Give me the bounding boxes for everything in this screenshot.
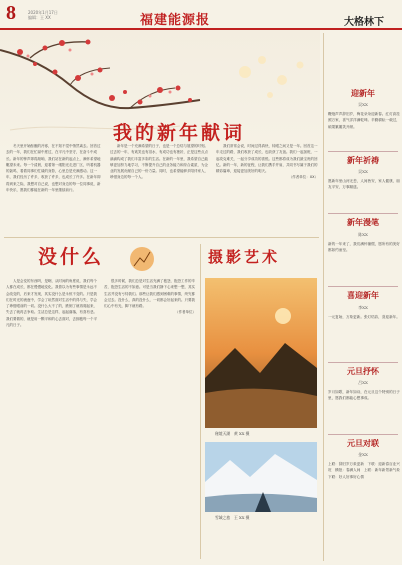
sidebar-title-6: 元旦对联 <box>347 439 379 448</box>
gallery-caption-1: 秘境天湖 黄 XX 摄 <box>215 431 250 436</box>
header-info <box>28 10 98 20</box>
sidebar-divider <box>328 151 398 152</box>
sidebar-author-6: 金XX <box>358 452 368 457</box>
article-1-col-1 <box>6 143 101 235</box>
gallery-photo-2 <box>205 442 317 512</box>
article-2-text-2: 很多时候，我们总是对生活充满了抱怨，抱怨工作的辛苦，抱怨生活的不如意。可是当我们静下心来想一想，其实生活并没有亏待我们。那些让我们感到困难的事情，终究都会过去。没什么，真的没什么，一切都会好起来的。只要我们心中有光，脚下就有路。 <box>104 279 195 309</box>
article-1-text-2: 新年是一个充满希望的日子，也是一个总结与展望的时刻。过去的一年，有欢笑也有泪水，有成功也有挫折，正是这些点点滴滴构成了我们丰富多彩的生活。在新的一年里，我希望自己能够更加努力地学习，不断提升自己的业务能力和综合素质，为企业的发展贡献自己的一份力量。同时，也希望能够多陪伴家人，珍惜身边的每一个人。 <box>110 144 208 180</box>
article-1-signature: （作者单位：XX） <box>288 175 318 180</box>
article-2-col-2 <box>104 278 196 558</box>
gallery-caption-2: 雪域之旅 王 XX 摄 <box>215 515 250 520</box>
sidebar-author-4: 李XX <box>358 305 368 310</box>
article-2-signature: （作者单位） <box>175 310 196 315</box>
header-editor: 编辑：王 XX <box>28 15 51 20</box>
sidebar-title-2: 新年祈祷 <box>347 156 379 165</box>
gallery-title: 摄影艺术 <box>208 250 281 266</box>
sidebar-divider <box>328 213 398 214</box>
sidebar-text-2: 愿新年里山河无恙，人间皆安，家人健康，朋友平安，万事顺遂。 <box>328 179 400 190</box>
sidebar-author-2: 吴XX <box>358 169 368 174</box>
page-number: 8 <box>6 2 16 24</box>
sidebar-text-3: 新的一年来了，我们满怀憧憬，愿所有的美好都如约而至。 <box>328 242 400 253</box>
sidebar-divider <box>328 434 398 435</box>
header-date: 2020年1月17日 <box>28 10 58 15</box>
masthead: 福建能源报 <box>140 12 211 27</box>
column-divider <box>200 244 201 559</box>
page-header <box>0 0 402 30</box>
gallery-photo-1 <box>205 278 317 428</box>
sidebar-author-3: 陈XX <box>358 232 368 237</box>
article-1-col-3 <box>216 143 318 235</box>
article-divider <box>4 237 319 238</box>
sidebar-text-4: 一元复始，万象更新。张灯结彩，喜迎新年。 <box>328 315 400 319</box>
article-2-col-1 <box>6 278 98 558</box>
sidebar-author-5: 吕XX <box>358 380 368 385</box>
article-2-text-1: 人是会变的东西吗，是啊，从时间的角度说，我们每个人都在成长，都在慢慢地变化。我曾以为有些事情是永远不会改变的，后来才发现，其实没什么是永恒不变的。只是我们在时光的流逝中，学会了坦然面对生活中的得与失，学会了珍惜眼前的一切。没什么大不了的，跌倒了就再爬起来，失去了就再去争取。生活总是这样，起起落落，有喜有悲。我们要做的，就是用一颗平和的心去面对，去拥抱每一个平凡的日子。 <box>6 279 97 328</box>
article-1-title: 我的新年献词 <box>113 123 246 144</box>
poetry-sidebar <box>323 33 402 561</box>
sidebar-divider <box>328 286 398 287</box>
sidebar-author-1: 吴XX <box>358 102 368 107</box>
sidebar-text-6: 上联：辞旧岁万象更新 下联：迎新春百业兴旺 横批：春满人间 上联：新年新景新气象 下联：好人好事好心情 <box>328 462 400 479</box>
sidebar-divider <box>328 362 398 363</box>
sidebar-title-4: 喜迎新年 <box>347 291 379 300</box>
article-1-text-3: 我们常常会说，时间过得真快，转眼之间又是一年。回首这一年走过的路，我们收获了成长，也收获了友谊。我们一起加班，一起攻克难关，一起分享成功的喜悦。这些都将成为我们最宝贵的回忆。新的一年，新的征程，让我们携手并肩，共同书写属于我们的精彩篇章，迎接更加美好的明天。 <box>216 144 318 174</box>
sidebar-text-5: 岁月如歌，新年如诗，在元旦这个特别的日子里，愿我们都能心想事成。 <box>328 390 400 401</box>
sidebar-title-1: 迎新年 <box>351 89 375 98</box>
sidebar-title-3: 新年漫笔 <box>347 218 379 227</box>
article-1-text-1: 冬天里开始酝酿的冷寒，在不知不觉中悄然离去。回首过去的一年，我们在忙碌中度过，在平凡中坚守，在奋斗中成长。新年的钟声即将敲响，我们站在新的起点上，满怀希望地眺望未来。每一个清晨，迎着第一缕阳光走进厂区，听着机器的轰鸣，看着同事们忙碌的身影，心里总是充满感动。这一年，我们经历了许多，收获了许多，也成长了许多。在新年即将到来之际，我想对自己说，也想对身边的每一位同事说，新年快乐，愿我们都能在新的一年里继续前行。 <box>6 144 101 193</box>
section-title: 大格林下 <box>344 17 384 28</box>
orange-silhouette-decoration <box>122 244 162 274</box>
sidebar-text-1: 鞭炮声声辞旧岁，梅花朵朵迎新春。红灯高挂照万家，喜气洋洋满乾坤。辛勤耕耘一载过，硕果累累笑开颜。 <box>328 112 400 129</box>
article-1-col-2 <box>110 143 208 235</box>
article-2-title: 没什么 <box>38 247 105 268</box>
sidebar-title-5: 元旦抒怀 <box>347 367 379 376</box>
